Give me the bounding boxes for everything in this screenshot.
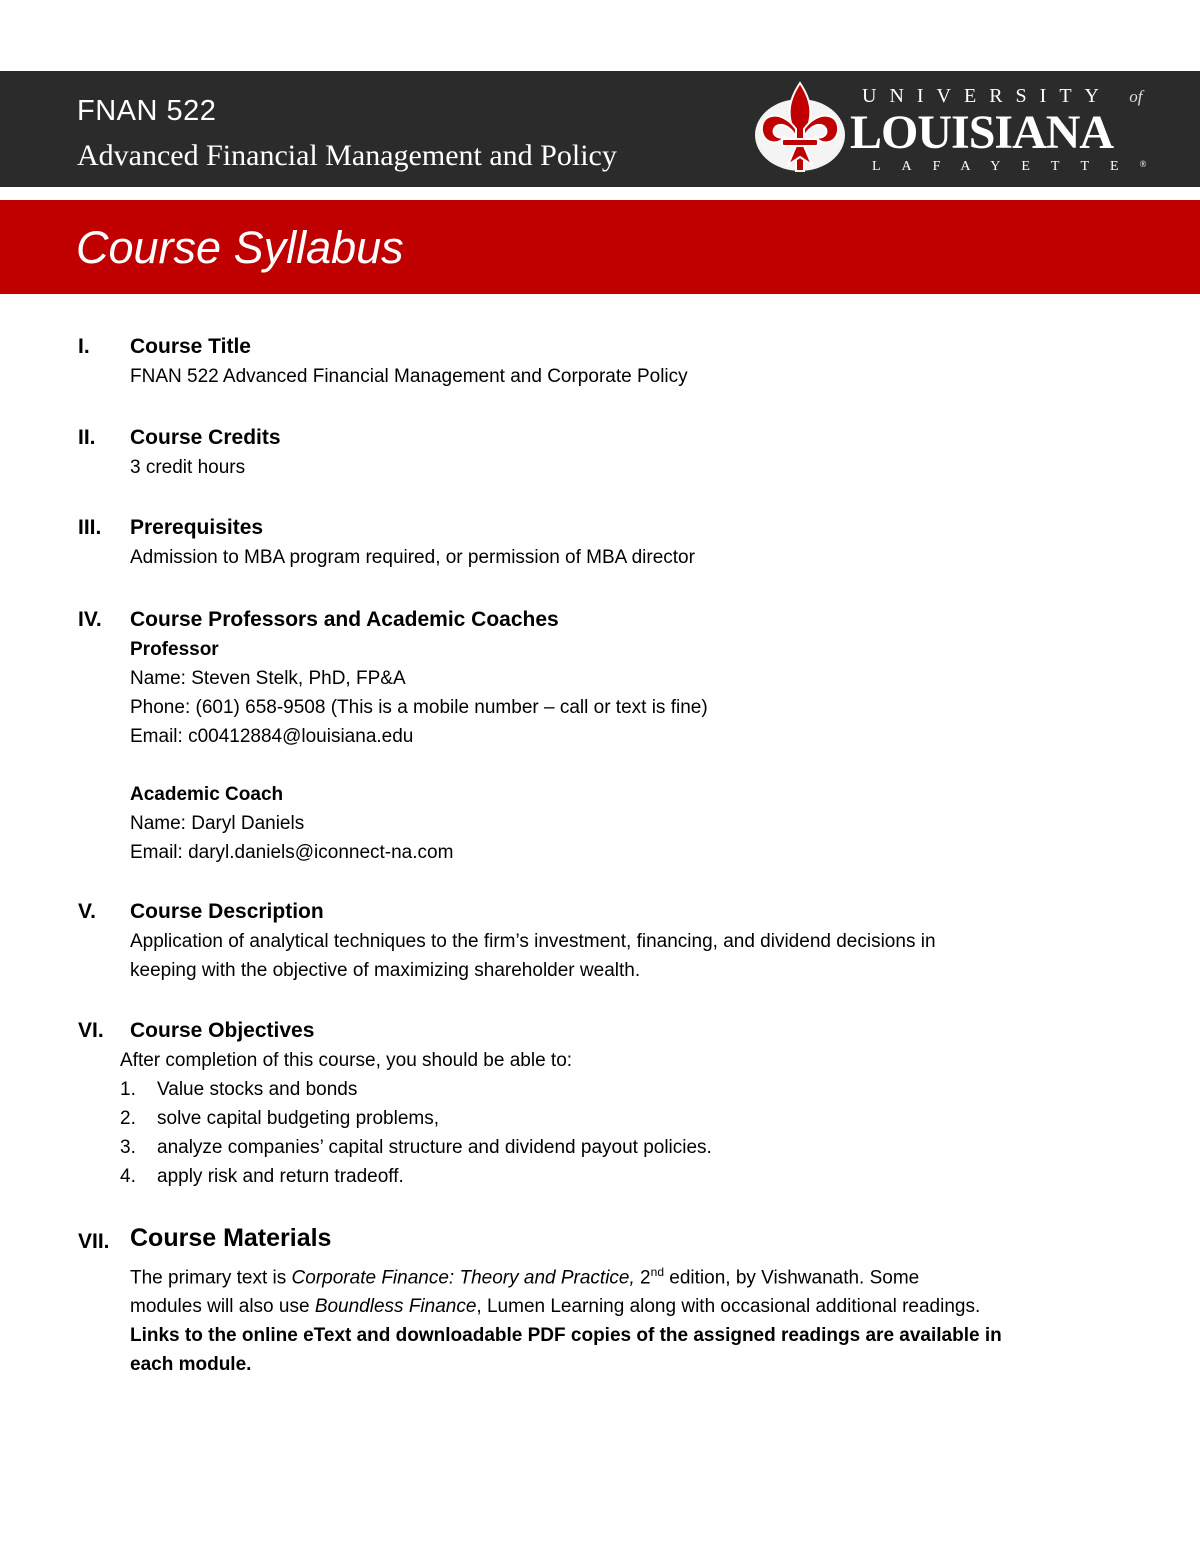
section-heading: Prerequisites bbox=[130, 516, 264, 539]
header-band bbox=[0, 71, 1200, 187]
coach-label: Academic Coach bbox=[130, 784, 284, 805]
list-item: 4. apply risk and return tradeoff. bbox=[120, 1166, 404, 1187]
page-title: Course Syllabus bbox=[76, 222, 404, 273]
logo-university-text: UNIVERSITY of bbox=[862, 85, 1143, 107]
materials-links-note: Links to the online eText and downloadable PDF copies of the assigned readings are available in bbox=[130, 1325, 1002, 1347]
coach-name: Name: Daryl Daniels bbox=[130, 813, 305, 834]
materials-line: The primary text is Corporate Finance: Theory and Practice, 2nd edition, by Vishwanath. Some bbox=[130, 1265, 920, 1289]
section-heading: Course Materials bbox=[130, 1224, 332, 1252]
logo-louisiana-text: LOUISIANA bbox=[850, 106, 1114, 159]
university-logo bbox=[752, 79, 1147, 179]
coach-info bbox=[130, 780, 1090, 867]
materials-links-note: each module. bbox=[130, 1354, 252, 1376]
section-heading: Course Objectives bbox=[130, 1019, 315, 1042]
professor-name: Name: Steven Stelk, PhD, FP&A bbox=[130, 668, 406, 689]
section-text bbox=[130, 927, 1090, 985]
list-item: 1. Value stocks and bonds bbox=[120, 1079, 358, 1100]
section-heading: Course Title bbox=[130, 335, 251, 358]
list-item: 3. analyze companies’ capital structure and dividend payout policies. bbox=[120, 1137, 712, 1158]
section-heading: Course Credits bbox=[130, 426, 281, 449]
professor-info bbox=[130, 635, 1090, 751]
professor-label: Professor bbox=[130, 639, 219, 660]
materials-line: modules will also use Boundless Finance, Lumen Learning along with occasional additional readings. bbox=[130, 1296, 981, 1318]
section-text: FNAN 522 Advanced Financial Management and Corporate Policy bbox=[130, 366, 688, 387]
course-name: Advanced Financial Management and Policy bbox=[77, 139, 617, 172]
section-heading: Course Description bbox=[130, 900, 324, 923]
section-number: I. bbox=[78, 335, 90, 358]
section-number: II. bbox=[78, 426, 96, 449]
description-line: Application of analytical techniques to the firm’s investment, financing, and dividend decisions in bbox=[130, 931, 936, 952]
description-line: keeping with the objective of maximizing shareholder wealth. bbox=[130, 960, 641, 981]
section-text: Admission to MBA program required, or permission of MBA director bbox=[130, 547, 695, 568]
professor-email: Email: c00412884@louisiana.edu bbox=[130, 726, 414, 747]
section-heading: Course Professors and Academic Coaches bbox=[130, 608, 559, 631]
title-banner bbox=[0, 200, 1200, 294]
objectives-list bbox=[120, 1046, 712, 1191]
list-item: 2. solve capital budgeting problems, bbox=[120, 1108, 440, 1129]
section-number: V. bbox=[78, 900, 96, 923]
section-text: 3 credit hours bbox=[130, 457, 246, 478]
fleur-de-lis-icon bbox=[752, 79, 848, 179]
section-text bbox=[130, 1258, 1090, 1379]
coach-email: Email: daryl.daniels@iconnect-na.com bbox=[130, 842, 454, 863]
objectives-intro: After completion of this course, you should be able to: bbox=[120, 1050, 573, 1071]
section-number: III. bbox=[78, 516, 102, 539]
course-code: FNAN 522 bbox=[77, 95, 217, 127]
section-number: IV. bbox=[78, 608, 102, 631]
section-number: VII. bbox=[78, 1230, 110, 1253]
section-number: VI. bbox=[78, 1019, 104, 1042]
professor-phone: Phone: (601) 658-9508 (This is a mobile number – call or text is fine) bbox=[130, 697, 708, 718]
logo-lafayette-text: LAFAYETTE® bbox=[872, 159, 1147, 174]
